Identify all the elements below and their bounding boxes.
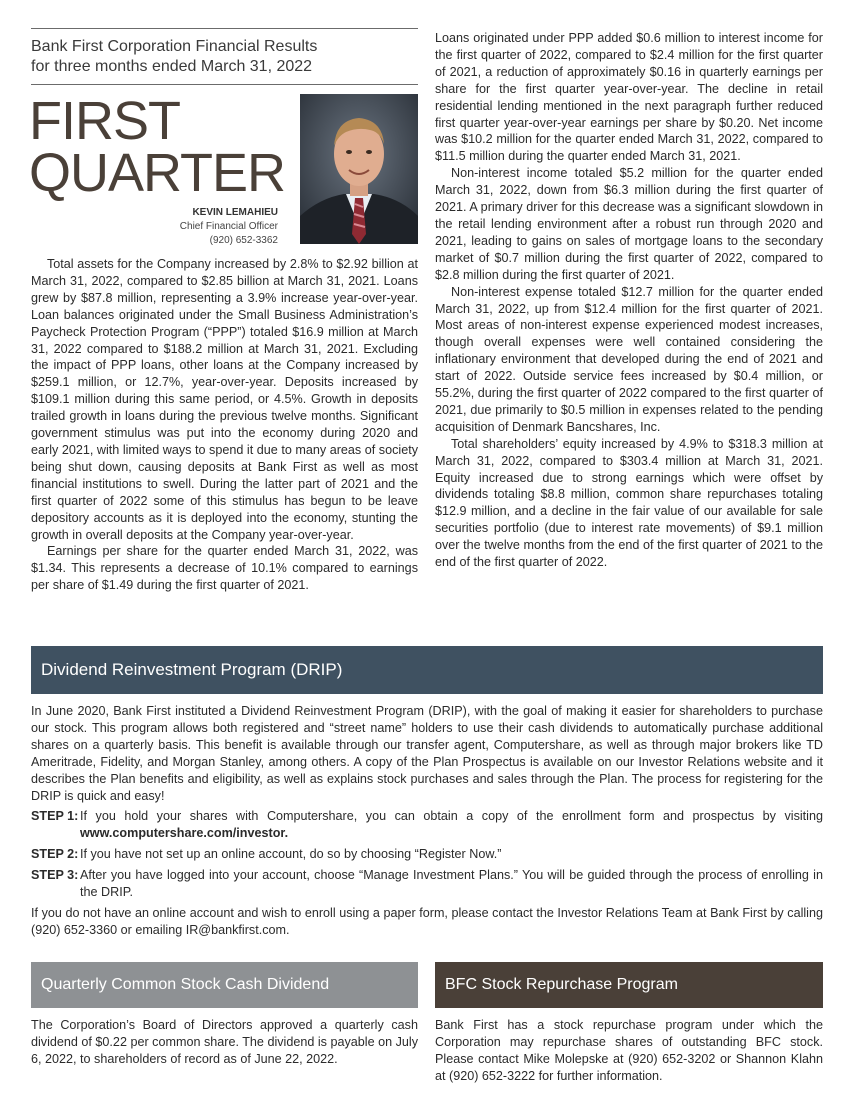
hero-section: [29, 91, 418, 250]
step-2-text: If you have not set up an online account, do so by choosing “Register Now.”: [80, 847, 502, 862]
repurchase-heading: BFC Stock Repurchase Program: [435, 962, 823, 1008]
right-paragraph-1: Loans originated under PPP added $0.6 million to interest income for the first quarter of 2022, compared to $2.4 million for the first quarter of 2021, a reduction of approximately $0.16 in quarterly earnings per share for the first quarter year-over-year. The decline in retail residential lending mentioned in the next paragraph further reduced first quarter year-over-year earnings per share by $0.20. Net income was $10.2 million for the quarter ended March 31, 2022, compared to $11.5 million during the quarter ended March 31, 2021.: [435, 31, 823, 164]
right-paragraph-3: Non-interest expense totaled $12.7 million for the quarter ended March 31, 2022, up from $12.4 million for the first quarter of 2021. Most areas of non-interest expense experienced modest increases, though overall expenses were well contained considering the inflationary environment that developed during the end of 2021 and start of 2022. Outside service fees increased by $0.4 million, or 55.2%, during the first quarter of 2022 compared to the first quarter of 2021, due primarily to $0.5 million in expenses related to the pending acquisition of Denmark Bancshares, Inc.: [435, 284, 823, 434]
drip-section: [31, 703, 823, 939]
right-paragraph-4: Total shareholders’ equity increased by 4.9% to $318.3 million at March 31, 2022, compared to $303.4 million at March 31, 2021. Equity increased due to strong earnings which were offset by dividends totaling $8.8 million, common share repurchases totaling $12.9 million, and a decline in the fair value of our available for sale securities portfolio (due to interest rate movements) of $9.1 million over the twelve months from the end of the first quarter of 2021 to the end of the first quarter of 2022.: [435, 436, 823, 570]
big-title: [29, 91, 286, 203]
report-title-line1: Bank First Corporation Financial Results: [31, 38, 318, 55]
left-column-text: [31, 256, 418, 594]
drip-closing: If you do not have an online account and wish to enroll using a paper form, please contact the Investor Relations Team at Bank First by calling (920) 652-3360 or emailing IR@bankfirst.com.: [31, 905, 823, 937]
executive-name: KEVIN LEMAHIEU: [192, 207, 278, 218]
executive-phone: (920) 652-3362: [209, 235, 278, 246]
left-paragraph-1: Total assets for the Company increased by 2.8% to $2.92 billion at March 31, 2022, compared to $2.85 billion at March 31, 2021. Loans grew by $87.8 million, representing a 3.9% increase year-over-year. Loan balances originated under the Small Business Administration’s Paycheck Protection Program (“PPP”) totaled $16.9 million at March 31, 2022 compared to $188.2 million at March 31, 2021. Excluding the impact of PPP loans, other loans at the Company increased by $259.1 million, or 12.7%, year-over-year. Deposits increased by $109.1 million during this same period, or 4.5%. Growth in deposits trailed growth in loans during the previous twelve months. Significant government stimulus was put into the economy during 2020 and early 2021, with limited ways to spend it due to many areas of society being shut down, causing deposits at Bank First as well as most financial institutions to swell. During the latter part of 2021 and the first quarter of 2022 some of this stimulus has begun to be leave depository accounts as it is deployed into the economy, stunting the growth in overall deposits at the Company year-over-year.: [31, 257, 418, 542]
right-paragraph-2: Non-interest income totaled $5.2 million for the quarter ended March 31, 2022, down from $6.3 million during the first quarter of 2021. A primary driver for this decrease was a significant slowdown in the retail lending environment after a robust run through 2020 and 2021, leading to gains on sales of mortgage loans to the secondary market of $0.7 million during the first quarter of 2022, compared to $2.8 million during the first quarter of 2021.: [435, 166, 823, 282]
drip-heading: Dividend Reinvestment Program (DRIP): [31, 646, 823, 694]
repurchase-body: Bank First has a stock repurchase program under which the Corporation may repurchase shares of outstanding BFC stock. Please contact Mike Molepske at (920) 652-3202 or Shannon Klahn at (920) 652-3222 for further information.: [435, 1018, 823, 1083]
executive-portrait: [300, 94, 418, 244]
report-title: [31, 37, 418, 77]
step-label: STEP 3:: [31, 868, 79, 883]
title-rule: [31, 84, 418, 85]
drip-intro: In June 2020, Bank First instituted a Dividend Reinvestment Program (DRIP), with the goal of making it easier for shareholders to purchase our stock. This program allows both registered and “street name” holders to use their cash dividends to automatically purchase additional shares on a quarterly basis. This benefit is available through our transfer agent, Computershare, as well as through major brokers like TD Ameritrade, Fidelity, and Morgan Stanley, among others. A copy of the Plan Prospectus is available on our Investor Relations website and it describes the Plan benefits and eligibility, as well as explains stock purchases and sales through the Plan. The process for registering for the DRIP is quick and easy!: [31, 704, 823, 803]
big-title-line1: FIRST: [29, 91, 180, 151]
step-3-text: After you have logged into your account, choose “Manage Investment Plans.” You will be guided through the process of enrolling in the DRIP.: [80, 868, 823, 900]
left-paragraph-2: Earnings per share for the quarter ended March 31, 2022, was $1.34. This represents a decrease of 10.1% compared to earnings per share of $1.49 during the first quarter of 2021.: [31, 544, 418, 593]
top-rule: [31, 28, 418, 29]
step-text: [80, 808, 823, 842]
drip-step-2: [31, 846, 823, 863]
dividend-heading: Quarterly Common Stock Cash Dividend: [31, 962, 418, 1008]
dividend-body: The Corporation’s Board of Directors approved a quarterly cash dividend of $0.22 per common share. The dividend is payable on July 6, 2022, to shareholders of record as of June 22, 2022.: [31, 1018, 418, 1066]
step-label: STEP 2:: [31, 847, 79, 862]
report-title-line2: for three months ended March 31, 2022: [31, 58, 313, 75]
drip-step-1: [31, 808, 823, 842]
dividend-section: [31, 1017, 418, 1068]
big-title-line2: QUARTER: [29, 143, 286, 203]
computershare-link[interactable]: www.computershare.com/investor.: [80, 826, 289, 841]
left-column: [31, 28, 418, 594]
repurchase-section: [435, 1017, 823, 1085]
drip-step-3: [31, 867, 823, 901]
step-label: STEP 1:: [31, 809, 79, 824]
executive-title: Chief Financial Officer: [179, 221, 278, 232]
step-1-text: If you hold your shares with Computershare, you can obtain a copy of the enrollment form and prospectus by visiting: [80, 809, 823, 824]
right-column: [435, 30, 823, 571]
